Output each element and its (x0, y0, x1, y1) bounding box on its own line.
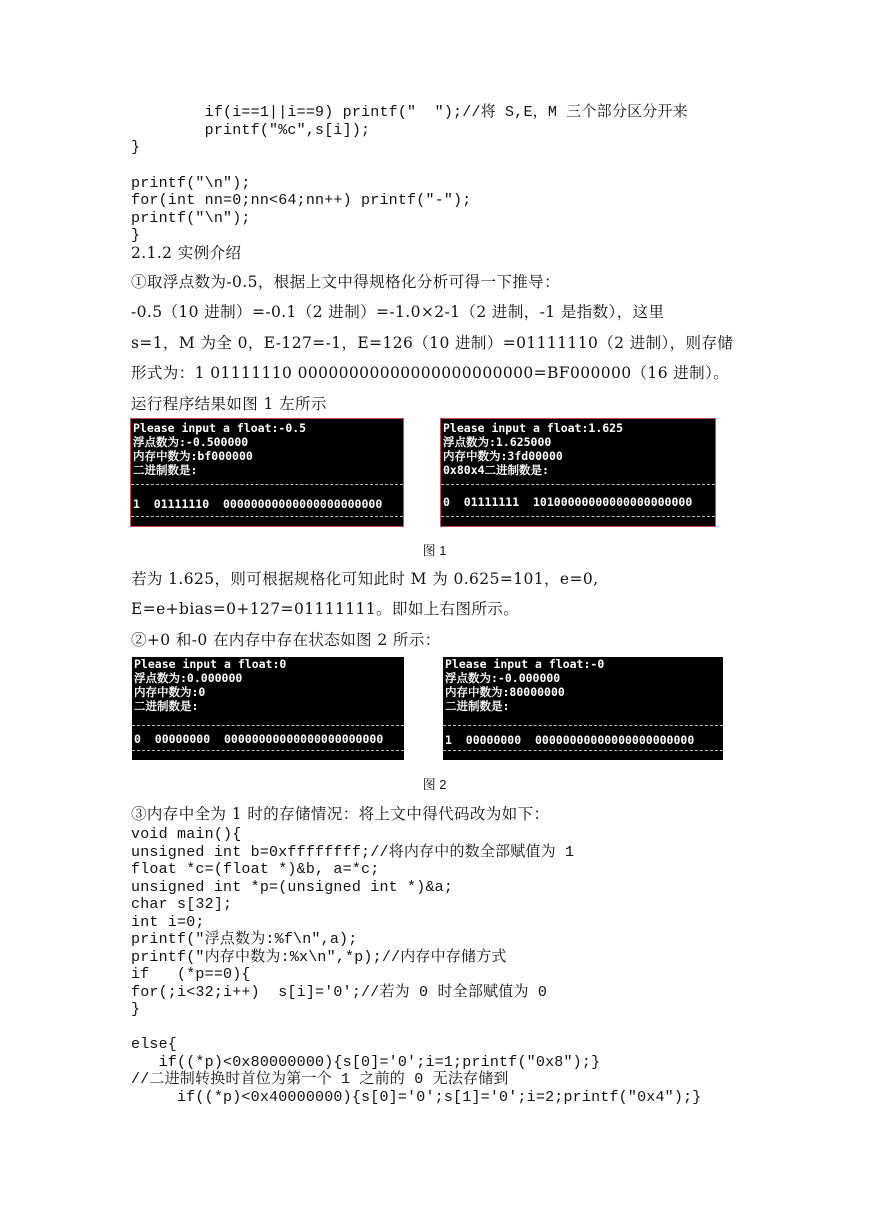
dashed-divider (132, 750, 404, 751)
console-line: 内存中数为:bf000000 (133, 449, 253, 463)
code-line: float *c=(float *)&b, a=*c; (131, 861, 380, 878)
code-line: if((*p)<0x80000000){s[0]='0';i=1;printf("0x8");} (131, 1054, 601, 1071)
console-screenshot-fig2-left (132, 657, 404, 760)
paragraph-line: 运行程序结果如图 1 左所示 (131, 395, 327, 413)
paragraph-line: ①取浮点数为-0.5，根据上文中得规格化分析可得一下推导： (131, 273, 560, 291)
code-line: printf("浮点数为:%f\n",a); (131, 931, 358, 948)
console-line: Please input a float:-0 (445, 657, 605, 671)
dashed-divider (443, 725, 723, 726)
dashed-divider (131, 516, 403, 517)
code-line: unsigned int *p=(unsigned int *)&a; (131, 879, 454, 896)
paragraph-line: -0.5（10 进制）=-0.1（2 进制）=-1.0×2-1（2 进制，-1 是指数），这里 (131, 303, 665, 321)
dashed-divider (131, 484, 403, 485)
figure-caption: 图 1 (422, 543, 447, 558)
code-line: } (131, 227, 141, 244)
code-line: for(;i<32;i++) s[i]='0';//若为 0 时全部赋值为 0 (131, 984, 548, 1001)
console-binary-line: 0 01111111 10100000000000000000000 (443, 495, 693, 509)
console-binary-line: 1 00000000 00000000000000000000000 (445, 733, 695, 747)
code-line: printf("\n"); (131, 175, 251, 192)
console-line: 浮点数为:-0.000000 (445, 671, 561, 685)
console-line: 二进制数是: (134, 699, 199, 713)
paragraph-line: ②+0 和-0 在内存中存在状态如图 2 所示： (131, 631, 441, 649)
code-line: printf("%c",s[i]); (131, 122, 371, 139)
console-line: 内存中数为:0 (134, 685, 206, 699)
code-line: } (131, 1001, 141, 1018)
console-line: 浮点数为:1.625000 (443, 435, 552, 449)
console-line: 0x80x4二进制数是: (443, 463, 549, 477)
console-binary-line: 1 01111110 00000000000000000000000 (133, 497, 383, 511)
console-screenshot-fig1-left (131, 419, 403, 526)
console-binary-line: 0 00000000 00000000000000000000000 (134, 732, 384, 746)
figure-caption: 图 2 (422, 777, 447, 792)
dashed-divider (441, 484, 715, 485)
console-screenshot-fig1-right (441, 419, 715, 526)
code-line: if(i==1||i==9) printf(" ");//将 S,E，M 三个部分区分开来 (131, 104, 688, 121)
code-line: void main(){ (131, 826, 242, 843)
code-line: //二进制转换时首位为第一个 1 之前的 0 无法存储到 (131, 1071, 509, 1088)
console-line: 二进制数是: (445, 699, 510, 713)
code-line: if((*p)<0x40000000){s[0]='0';s[1]='0';i=2;printf("0x4");} (131, 1089, 702, 1106)
console-screenshot-fig2-right (443, 657, 723, 760)
code-line: printf("\n"); (131, 210, 251, 227)
console-line: 浮点数为:-0.500000 (133, 435, 249, 449)
code-line: printf("内存中数为:%x\n",*p);//内存中存储方式 (131, 949, 507, 966)
console-line: Please input a float:1.625 (443, 421, 624, 435)
code-line: } (131, 139, 141, 156)
paragraph-line: 形式为：1 01111110 00000000000000000000000=BF000000（16 进制）。 (131, 364, 730, 382)
section-title: 2.1.2 实例介绍 (131, 244, 242, 262)
paragraph-line: s=1，M 为全 0，E-127=-1，E=126（10 进制）=01111110（2 进制），则存储 (131, 334, 734, 352)
dashed-divider (132, 725, 404, 726)
code-line: unsigned int b=0xffffffff;//将内存中的数全部赋值为 1 (131, 844, 575, 861)
code-line: if (*p==0){ (131, 966, 251, 983)
dashed-divider (443, 750, 723, 751)
paragraph-line: 若为 1.625，则可根据规格化可知此时 M 为 0.625=101，e=0, (131, 570, 599, 588)
console-line: 二进制数是: (133, 463, 198, 477)
console-line: 内存中数为:80000000 (445, 685, 565, 699)
console-line: Please input a float:-0.5 (133, 421, 307, 435)
dashed-divider (441, 516, 715, 517)
console-line: Please input a float:0 (134, 657, 287, 671)
console-line: 内存中数为:3fd00000 (443, 449, 563, 463)
code-line: else{ (131, 1036, 178, 1053)
code-line: int i=0; (131, 914, 205, 931)
code-line: for(int nn=0;nn<64;nn++) printf("-"); (131, 192, 472, 209)
paragraph-line: ③内存中全为 1 时的存储情况：将上文中得代码改为如下： (131, 805, 550, 823)
console-line: 浮点数为:0.000000 (134, 671, 243, 685)
paragraph-line: E=e+bias=0+127=01111111。即如上右图所示。 (131, 600, 520, 618)
code-line: char s[32]; (131, 896, 233, 913)
